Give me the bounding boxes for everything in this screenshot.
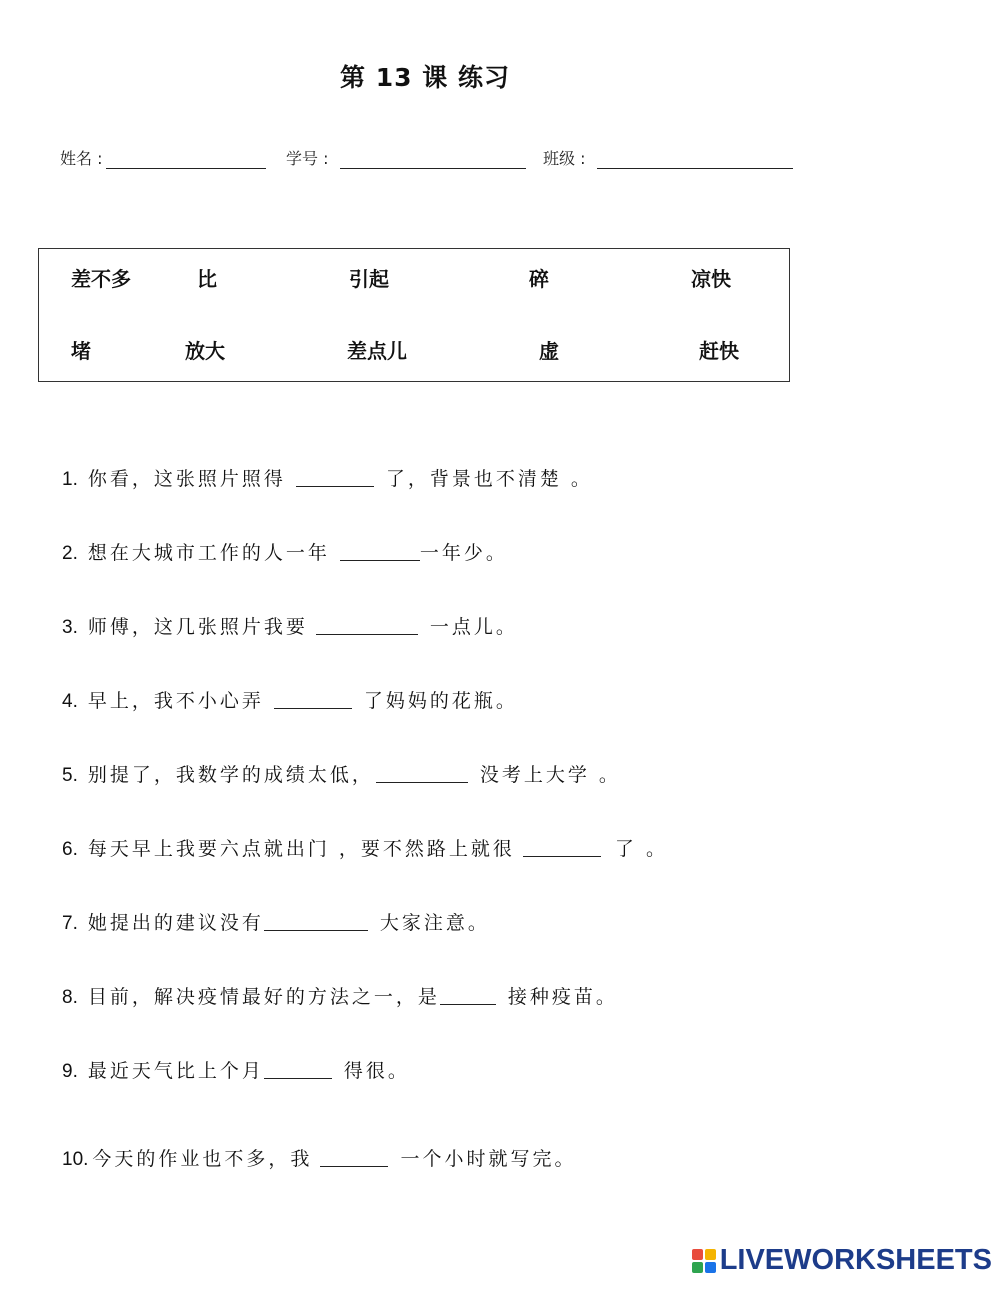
answer-blank-5[interactable] (376, 764, 468, 783)
liveworksheets-logo (692, 1244, 992, 1277)
answer-blank-2[interactable] (340, 542, 420, 561)
question-text-before: 目前，解决疫情最好的方法之一，是 (87, 986, 440, 1008)
liveworksheets-logo-text: LIVEWORKSHEETS (719, 1244, 992, 1276)
answer-blank-1[interactable] (296, 468, 374, 487)
question-text-before: 师傅，这几张照片我要 (87, 616, 308, 638)
question-7 (62, 908, 490, 935)
answer-blank-10[interactable] (320, 1148, 388, 1167)
question-text-after: 了，背景也不清楚 。 (385, 468, 593, 490)
answer-blank-6[interactable] (523, 838, 601, 857)
question-text-before: 最近天气比上个月 (87, 1060, 264, 1082)
question-text-before: 她提出的建议没有 (87, 912, 264, 934)
question-text-after: 大家注意。 (379, 912, 490, 934)
question-number: 2. (62, 543, 78, 564)
question-number: 5. (62, 765, 78, 786)
logo-square-blue (705, 1262, 716, 1273)
question-text-before: 你看，这张照片照得 (87, 468, 286, 490)
id-label: 学号 : (286, 149, 329, 168)
question-text-before: 早上，我不小心弄 (87, 690, 264, 712)
question-number: 7. (62, 913, 78, 934)
id-input-line[interactable] (340, 150, 526, 169)
question-2 (62, 538, 508, 565)
question-text-before: 别提了，我数学的成绩太低， (87, 764, 374, 786)
word-bank-item: 堵 (71, 339, 91, 363)
question-text-after: 一点儿。 (429, 616, 518, 638)
word-bank-item: 比 (197, 267, 217, 291)
question-text-after: 得很。 (343, 1060, 410, 1082)
question-number: 4. (62, 691, 78, 712)
word-bank-item: 凉快 (691, 267, 731, 291)
word-bank-item: 碎 (529, 267, 549, 291)
answer-blank-4[interactable] (274, 690, 352, 709)
answer-blank-3[interactable] (316, 616, 418, 635)
name-field-group (60, 146, 266, 169)
question-text-before: 每天早上我要六点就出门 ，要不然路上就很 (87, 838, 515, 860)
question-9 (62, 1056, 410, 1083)
word-bank-item: 放大 (185, 339, 225, 363)
word-bank-item: 虚 (539, 339, 559, 363)
question-text-after: 一个小时就写完。 (400, 1148, 577, 1170)
question-number: 3. (62, 617, 78, 638)
name-label: 姓名 : (60, 149, 103, 168)
logo-square-green (692, 1262, 703, 1273)
question-text-after: 接种疫苗。 (507, 986, 618, 1008)
question-text-before: 今天的作业也不多，我 (92, 1148, 313, 1170)
question-6 (62, 834, 668, 861)
question-text-after: 没考上大学 。 (479, 764, 621, 786)
logo-square-yellow (705, 1249, 716, 1260)
liveworksheets-logo-icon (692, 1249, 716, 1273)
question-10 (62, 1144, 576, 1171)
question-number: 8. (62, 987, 78, 1008)
name-input-line[interactable] (106, 150, 266, 169)
word-bank-item: 差不多 (71, 267, 131, 291)
question-5 (62, 760, 621, 787)
worksheet-title: 第 13 课 练习 (340, 63, 510, 92)
logo-square-red (692, 1249, 703, 1260)
question-1 (62, 464, 593, 491)
answer-blank-7[interactable] (264, 912, 368, 931)
question-number: 9. (62, 1061, 78, 1082)
answer-blank-8[interactable] (440, 986, 496, 1005)
question-8 (62, 982, 618, 1009)
class-field-group (543, 146, 793, 169)
question-text-after: 一年少。 (419, 542, 508, 564)
answer-blank-9[interactable] (264, 1060, 332, 1079)
word-bank-item: 差点儿 (347, 339, 407, 363)
question-number: 10. (62, 1149, 89, 1170)
question-text-after: 了 。 (614, 838, 668, 860)
question-text-after: 了妈妈的花瓶。 (363, 690, 518, 712)
question-4 (62, 686, 518, 713)
question-number: 1. (62, 469, 78, 490)
question-number: 6. (62, 839, 78, 860)
word-bank-item: 引起 (349, 267, 389, 291)
word-bank-item: 赶快 (699, 339, 739, 363)
class-label: 班级 : (543, 149, 586, 168)
question-3 (62, 612, 518, 639)
question-text-before: 想在大城市工作的人一年 (87, 542, 330, 564)
word-bank-box (38, 248, 790, 382)
class-input-line[interactable] (597, 150, 793, 169)
id-field-group (286, 146, 526, 169)
